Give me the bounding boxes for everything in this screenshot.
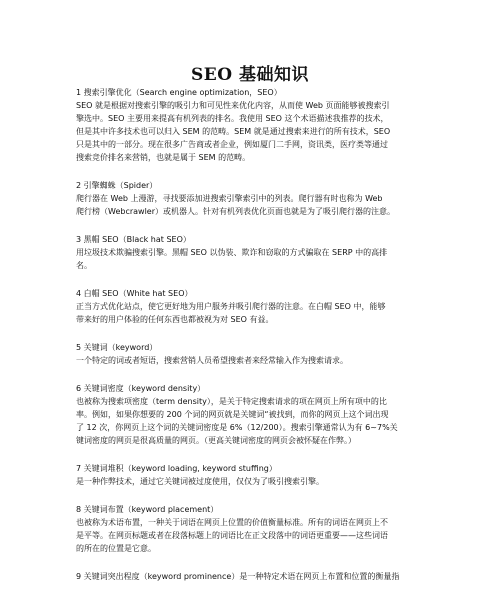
section-heading: 4 白帽 SEO（White hat SEO）: [76, 289, 193, 298]
document-body: [76, 86, 428, 598]
paragraph-line: 键词密度的网页是很高质量的网页。（更高关键词密度的网页会被怀疑在作弊。）: [76, 436, 356, 445]
section-heading: 9 关键词突出程度（keyword prominence）是一种特定术语在网页上布置和位置的衡量指: [76, 572, 400, 581]
section-black-hat-seo: [76, 233, 428, 272]
paragraph-line: 也被称为术语布置，一种关于词语在网页上位置的价值衡量标准。所有的词语在网页上不: [76, 518, 388, 527]
paragraph-line: 爬行榜（Webcrawler）或机器人。针对有机列表优化页面也就是为了吸引爬行器的注意。: [76, 207, 396, 216]
section-keyword-stuffing: [76, 462, 428, 488]
section-keyword-density: [76, 382, 428, 447]
paragraph-line: 带来好的用户体验的任何东西也都被视为对 SEO 有益。: [76, 315, 274, 324]
paragraph-line: 但是其中许多技术也可以归入 SEM 的范畴。SEM 就是通过搜索来进行的所有技术，SEO: [76, 127, 391, 136]
paragraph-line: 是一种作弊技术，通过它关键词被过度使用，仅仅为了吸引搜索引擎。: [76, 477, 324, 486]
section-heading: 6 关键词密度（keyword density）: [76, 384, 206, 393]
section-heading: 3 黑帽 SEO（Black hat SEO）: [76, 235, 191, 244]
document-title: SEO 基础知识: [191, 65, 309, 85]
paragraph-line: 擎选中。SEO 主要用来提高有机列表的排名。我使用 SEO 这个术语描述我推荐的技术，: [76, 114, 389, 123]
section-heading: 5 关键词（keyword）: [76, 343, 158, 352]
paragraph-line: 是平等。在网页标题或者在段落标题上的词语比在正文段落中的词语更重要——这些词语: [76, 531, 388, 540]
paragraph-line: 一个特定的词或者短语，搜索营销人员希望搜索者来经常输入作为搜索请求。: [76, 356, 348, 365]
section-keyword-prominence: [76, 570, 428, 583]
paragraph-line: 搜索竞价排名来营销，也就是属于 SEM 的范畴。: [76, 153, 251, 162]
section-heading: 8 关键词布置（keyword placement）: [76, 505, 219, 514]
section-heading: 1 搜索引擎优化（Search engine optimization，SEO）: [76, 88, 282, 97]
section-search-engine-optimization: [76, 86, 428, 164]
section-white-hat-seo: [76, 287, 428, 326]
section-spider: [76, 179, 428, 218]
paragraph-line: 名。: [76, 261, 92, 270]
paragraph-line: 用垃圾技术欺骗搜索引擎。黑帽 SEO 以伪装、欺诈和窃取的方式骗取在 SERP 中的高排: [76, 248, 388, 257]
section-heading: 7 关键词堆积（keyword loading, keyword stuffing）: [76, 464, 277, 473]
paragraph-line: 了 12 次，你网页上这个词的关键词密度是 6%（12/200）。搜索引擎通常认为有 6~7%关: [76, 423, 398, 432]
paragraph-line: 的所在的位置是它意。: [76, 544, 156, 553]
paragraph-line: 也被称为搜索项密度（term density），是关于特定搜索请求的项在网页上所有项中的比: [76, 397, 387, 406]
section-keyword-placement: [76, 503, 428, 555]
paragraph-line: 正当方式优化站点，使它更好地为用户服务并吸引爬行器的注意。在白帽 SEO 中，能够: [76, 302, 386, 311]
paragraph-line: SEO 就是根据对搜索引擎的吸引力和可见性来优化内容，从而使 Web 页面能够被搜索引: [76, 101, 390, 110]
section-heading: 2 引擎蜘蛛（Spider）: [76, 181, 158, 190]
section-keyword: [76, 341, 428, 367]
paragraph-line: 只是其中的一部分。现在很多广告商或者企业，例如厦门二手网，资讯类，医疗类等通过: [76, 140, 388, 149]
paragraph-line: 爬行器在 Web 上漫游，寻找要添加进搜索引擎索引中的列表。爬行器有时也称为 Web: [76, 194, 383, 203]
paragraph-line: 率。例如，如果你想要的 200 个词的网页就是关键词“被找到，而你的网页上这个词出现: [76, 410, 389, 419]
